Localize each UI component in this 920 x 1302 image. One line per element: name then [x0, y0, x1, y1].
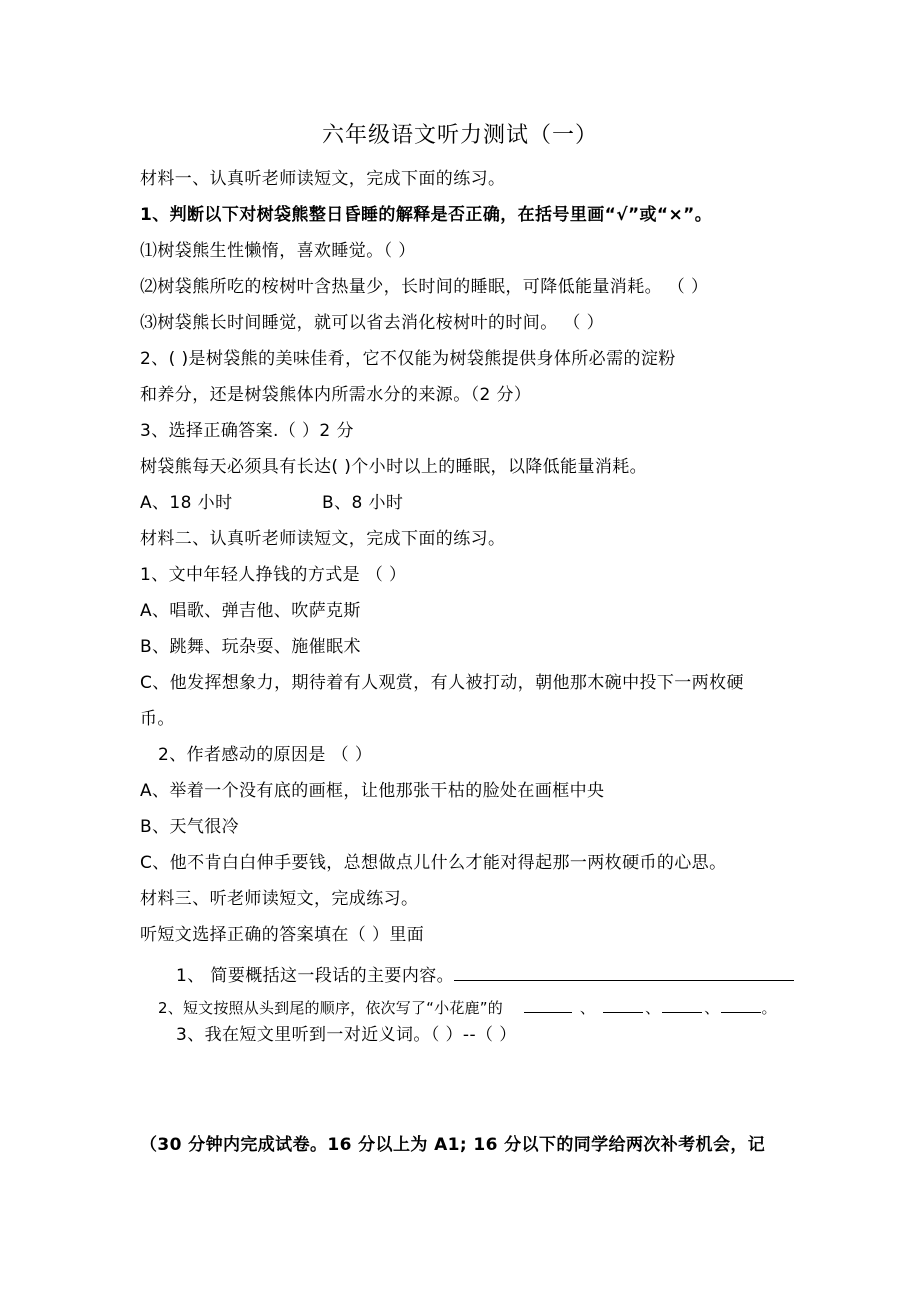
m1-question-1: 1、判断以下对树袋熊整日昏睡的解释是否正确，在括号里画“√”或“×”。: [140, 205, 713, 225]
m1-q1-item-2: ⑵树袋熊所吃的桉树叶含热量少，长时间的睡眠，可降低能量消耗。 （ ）: [140, 277, 709, 297]
m2-question-1: 1、文中年轻人挣钱的方式是 （ ）: [140, 565, 407, 585]
m3-question-2: [158, 994, 777, 1019]
m3-q2-sep-1: 、: [579, 999, 596, 1017]
material-1-heading: 材料一、认真听老师读短文，完成下面的练习。: [140, 169, 506, 189]
m1-q3-stem: 树袋熊每天必须具有长达( )个小时以上的睡眠，以降低能量消耗。: [140, 457, 648, 477]
m1-question-2-line-2: 和养分，还是树袋熊体内所需水分的来源。（2 分）: [140, 385, 532, 405]
m1-q1-item-3: ⑶树袋熊长时间睡觉，就可以省去消化桉树叶的时间。 （ ）: [140, 313, 605, 333]
m3-q2-blank-3: [662, 994, 702, 1013]
m2-q1-option-a: A、唱歌、弹吉他、吹萨克斯: [140, 601, 361, 621]
m1-q3-option-a: A、18 小时: [140, 493, 233, 513]
m2-q1-option-c-line-2: 币。: [140, 709, 175, 729]
material-2-heading: 材料二、认真听老师读短文，完成下面的练习。: [140, 529, 506, 549]
m3-q2-blank-2: [603, 994, 643, 1013]
m3-q2-sep-3: 、: [704, 999, 720, 1017]
m2-question-2: 2、作者感动的原因是 （ ）: [158, 745, 373, 765]
m1-q1-item-1: ⑴树袋熊生性懒惰，喜欢睡觉。（ ）: [140, 241, 416, 261]
material-3-heading: 材料三、听老师读短文，完成练习。: [140, 889, 419, 909]
m3-q2-sep-2: 、: [645, 999, 661, 1017]
m3-q1-answer-line: [454, 962, 794, 981]
m3-q2-text: 2、短文按照从头到尾的顺序，依次写了“小花鹿”的: [158, 999, 503, 1017]
m1-q3-option-b: B、8 小时: [322, 493, 404, 513]
m3-q2-end: 。: [761, 999, 777, 1017]
m3-question-3: 3、我在短文里听到一对近义词。（ ）--（ ）: [176, 1025, 517, 1045]
m3-question-1: [176, 962, 794, 987]
m2-q2-option-c: C、他不肯白白伸手要钱，总想做点儿什么才能对得起那一两枚硬币的心思。: [140, 853, 727, 873]
m2-q2-option-b: B、天气很冷: [140, 817, 240, 837]
m1-question-3: 3、选择正确答案.（ ）2 分: [140, 421, 354, 441]
m2-q1-option-b: B、跳舞、玩杂耍、施催眠术: [140, 637, 361, 657]
page-title: 六年级语文听力测试（一）: [322, 123, 599, 148]
m2-q2-option-a: A、举着一个没有底的画框，让他那张干枯的脸处在画框中央: [140, 781, 605, 801]
m3-instruction: 听短文选择正确的答案填在（ ）里面: [140, 925, 425, 945]
footer-note: （30 分钟内完成试卷。16 分以上为 A1; 16 分以下的同学给两次补考机会，记: [140, 1135, 766, 1155]
m1-question-2-line-1: 2、( )是树袋熊的美味佳肴，它不仅能为树袋熊提供身体所必需的淀粉: [140, 349, 676, 369]
m2-q1-option-c-line-1: C、他发挥想象力，期待着有人观赏，有人被打动，朝他那木碗中投下一两枚硬: [140, 673, 744, 693]
m3-q2-blank-4: [721, 994, 761, 1013]
m3-q1-text: 1、 简要概括这一段话的主要内容。: [176, 966, 455, 986]
m3-q2-blank-1: [524, 994, 572, 1013]
